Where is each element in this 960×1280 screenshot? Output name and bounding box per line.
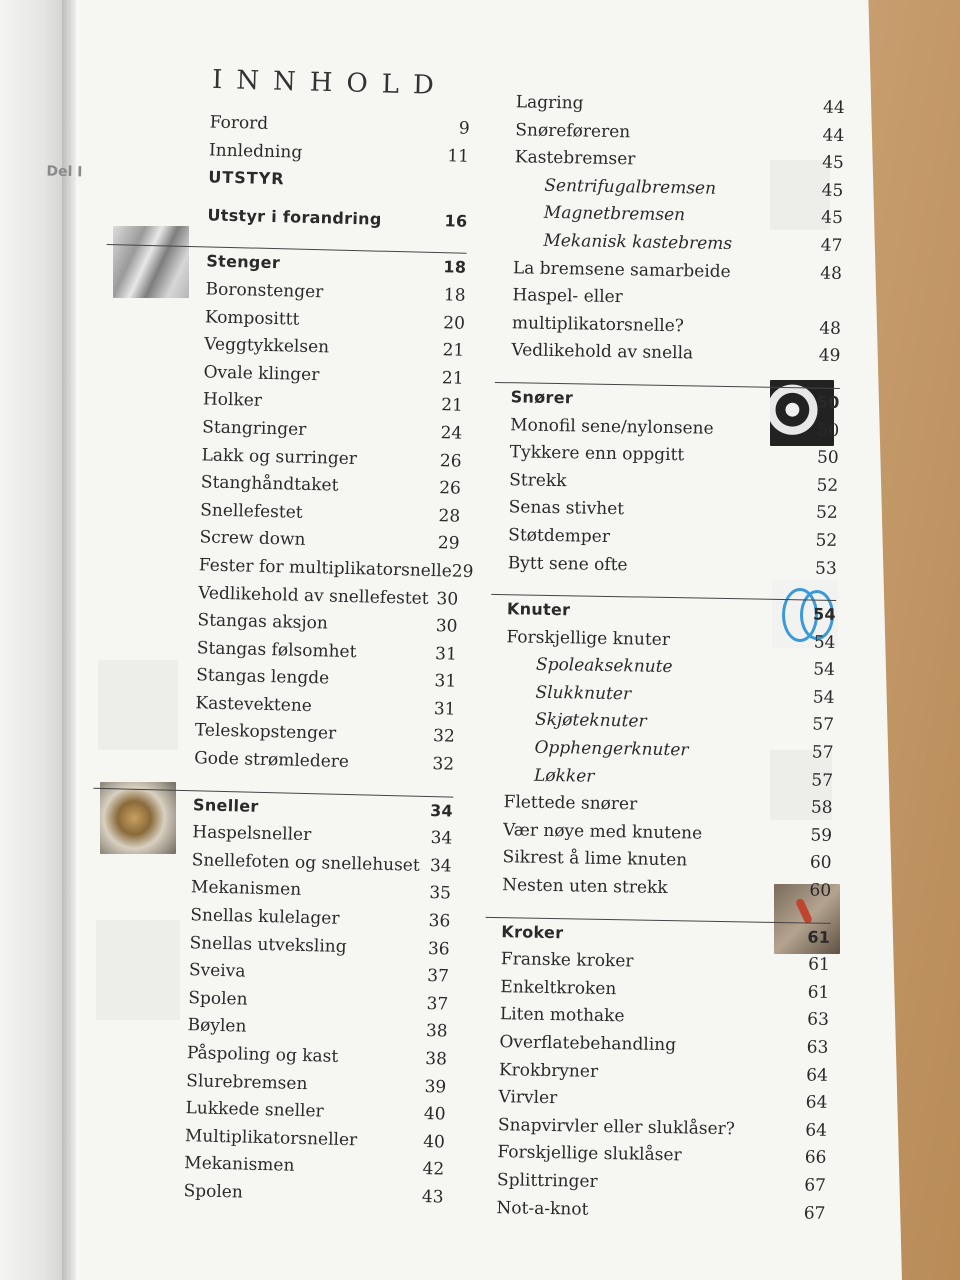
book-spine	[62, 0, 76, 1280]
toc-entry-page-number: 21	[442, 340, 465, 361]
toc-entry-label: Innledning	[208, 140, 303, 163]
toc-entry-page-number: 34	[429, 800, 454, 821]
toc-entry	[486, 875, 831, 909]
toc-entry-page-number: 24	[440, 423, 463, 444]
toc-entry-page-number: 67	[804, 1175, 827, 1196]
toc-entry-page-number: 58	[810, 797, 833, 819]
toc-entry-page-number: 11	[447, 145, 470, 167]
toc-entry-label: Spoleakseknute	[535, 654, 673, 678]
toc-entry-label: Stangas følsomhet	[196, 637, 357, 662]
toc-entry-page-number: 53	[814, 558, 837, 579]
toc-entry-label: Liten mothake	[499, 1004, 625, 1027]
toc-entry-label: Nesten uten strekk	[501, 875, 668, 899]
toc-entry-page-number: 45	[821, 208, 844, 229]
toc-entry-label: Vedlikehold av snellefestet	[197, 582, 429, 609]
toc-entry-page-number: 50	[817, 420, 840, 441]
toc-entry-page-number: 32	[432, 754, 455, 775]
toc-entry-label: Stangringer	[202, 417, 307, 440]
toc-entry-page-number: 31	[433, 698, 456, 720]
toc-entry-label: Kastevektene	[195, 693, 313, 716]
toc-entry-page-number: 60	[809, 852, 832, 874]
toc-entry-label: Komposittt	[204, 306, 300, 330]
toc-entry-page-number: 48	[820, 263, 843, 284]
toc-entry-label: Utstyr i forandring	[207, 205, 382, 229]
toc-entry-label: Stenger	[206, 251, 281, 273]
toc-entry-page-number: 54	[812, 604, 837, 625]
toc-entry-page-number: 57	[811, 770, 834, 791]
toc-entry-label: Virvler	[498, 1087, 558, 1109]
toc-entry-page-number: 64	[805, 1092, 828, 1114]
toc-entry-page-number: 16	[444, 210, 468, 231]
toc-entry-page-number: 50	[816, 392, 840, 412]
toc-entry-label: Spolen	[183, 1181, 244, 1203]
toc-entry-label: Påspoling og kast	[186, 1043, 339, 1067]
toc-entry-page-number: 61	[808, 954, 830, 976]
toc-entry-page-number: 36	[428, 911, 451, 932]
toc-entry-label: Snellefoten og snellehuset	[191, 850, 420, 876]
toc-entry-label: Slukknuter	[535, 682, 632, 705]
toc-entry-label: Teleskopstenger	[194, 720, 337, 745]
toc-entry-page-number: 37	[426, 993, 449, 1015]
toc-entry-page-number: 67	[803, 1203, 826, 1224]
toc-entry-page-number: 34	[430, 828, 453, 849]
toc-entry-page-number: 26	[439, 450, 462, 472]
toc-entry-page-number: 52	[815, 530, 838, 551]
toc-entry-label: Kroker	[501, 921, 564, 942]
toc-entry-page-number: 44	[822, 97, 845, 119]
toc-entry-page-number: 34	[429, 855, 452, 877]
toc-entry-label: Splittringer	[496, 1170, 598, 1192]
toc-entry	[491, 552, 836, 586]
toc-right-column	[480, 92, 845, 1231]
toc-entry-label: multiplikatorsnelle?	[511, 312, 685, 336]
toc-entry-label: Stangas aksjon	[197, 610, 329, 634]
toc-entry-label: Veggtykkelsen	[204, 334, 330, 358]
toc-entry-page-number: 45	[821, 152, 844, 174]
toc-entry-page-number: 54	[813, 659, 836, 681]
toc-entry-page-number: 61	[807, 982, 830, 1003]
toc-entry-label: Gode strømledere	[193, 748, 350, 773]
toc-entry-label: Snellas utveksling	[189, 932, 347, 957]
toc-entry-label: Snøreføreren	[515, 119, 631, 142]
toc-entry-page-number: 29	[437, 533, 460, 554]
toc-entry-label: Snapvirvler eller sluklåser?	[497, 1114, 736, 1140]
toc-entry-page-number: 39	[424, 1076, 447, 1098]
toc-entry-page-number: 37	[427, 966, 450, 987]
toc-entry-label: Knuter	[506, 599, 571, 620]
toc-entry-page-number: 21	[441, 367, 464, 389]
toc-entry-label: Flettede snører	[503, 792, 638, 815]
part-prefix: Del I	[46, 163, 83, 181]
toc-entry-page-number: 57	[812, 715, 835, 736]
toc-entry-page-number: 60	[809, 880, 832, 901]
toc-entry-page-number: 42	[422, 1159, 445, 1180]
toc-entry-label: Fester for multiplikatorsnelle	[198, 555, 453, 582]
toc-entry-page-number: 49	[818, 345, 841, 367]
toc-entry-page-number	[801, 305, 841, 306]
toc-entry-page-number: 52	[815, 502, 838, 524]
toc-entry-label: Senas stivhet	[508, 497, 625, 520]
toc-entry-page-number: 59	[810, 825, 833, 846]
toc-entry-label: Spolen	[188, 987, 248, 1010]
toc-entry-page-number: 50	[816, 447, 839, 469]
toc-entry-page-number: 57	[811, 742, 834, 763]
previous-page-edge	[0, 0, 70, 1280]
toc-entry-page-number: 52	[816, 475, 839, 496]
toc-entry-label: Vedlikehold av snella	[511, 340, 694, 364]
toc-entry-page-number: 64	[805, 1120, 828, 1141]
toc-entry-page-number: 30	[435, 616, 458, 637]
toc-entry-page-number: 38	[425, 1021, 448, 1042]
toc-entry-label: Tykkere enn oppgitt	[509, 442, 685, 466]
toc-entry-label: Bytt sene ofte	[507, 552, 628, 575]
toc-entry-page-number: 64	[806, 1065, 829, 1086]
toc-entry-page-number	[428, 188, 468, 189]
toc-entry-label: Strekk	[509, 469, 567, 491]
toc-entry-label: Opphengerknuter	[534, 737, 689, 761]
toc-entry-label: Sentrifugalbremsen	[544, 175, 717, 199]
toc-entry-page-number: 28	[438, 505, 461, 527]
toc-entry-label: Haspelsneller	[192, 822, 312, 846]
toc-entry-label: Vær nøye med knutene	[502, 820, 703, 844]
toc-entry-label: Stanghåndtaket	[200, 472, 339, 496]
toc-entry-label: Snører	[510, 387, 574, 408]
toc-entry-label: La bremsene samarbeide	[512, 257, 731, 282]
toc-entry-label: Holker	[202, 389, 263, 412]
toc-entry-page-number: 32	[432, 726, 456, 748]
toc-entry-page-number: 54	[813, 632, 836, 653]
toc-entry-label: Mekanismen	[184, 1153, 295, 1177]
toc-entry-label: Monofil sene/nylonsene	[510, 414, 714, 439]
toc-entry-label: Sikrest å lime knuten	[502, 847, 688, 871]
toc-entry-label: Lukkede sneller	[185, 1098, 324, 1122]
toc-entry-label: Mekanisk kastebrems	[543, 230, 733, 255]
toc-entry-label: Screw down	[199, 527, 306, 551]
toc-entry	[107, 203, 468, 239]
toc-entry-page-number: 63	[806, 1037, 829, 1058]
toc-entry-label: Snellas kulelager	[190, 905, 340, 929]
toc-entry-page-number: 18	[443, 285, 466, 306]
toc-entry-page-number: 48	[819, 318, 842, 339]
toc-entry-label: Slurebremsen	[186, 1070, 308, 1094]
toc-entry-label: Overflatebehandling	[499, 1032, 677, 1056]
toc-entry-label: Forord	[209, 112, 269, 134]
toc-entry-label: Lakk og surringer	[201, 444, 358, 469]
toc-entry-label: Boronstenger	[205, 279, 324, 303]
toc-entry-page-number: 31	[434, 643, 458, 665]
toc-entry-label: Støtdemper	[508, 525, 611, 547]
toc-entry-page-number: 66	[804, 1147, 827, 1169]
toc-left-column	[46, 110, 474, 1215]
toc-entry-page-number: 47	[820, 235, 843, 256]
toc-entry-page-number: 40	[423, 1131, 446, 1153]
toc-entry-label: Not-a-knot	[496, 1197, 589, 1220]
toc-entry-page-number: 18	[443, 257, 467, 278]
toc-entry-label: Franske kroker	[500, 949, 634, 972]
toc-entry-label: UTSTYR	[208, 167, 285, 189]
toc-entry-page-number: 31	[434, 671, 457, 692]
toc-entry-label: Ovale klinger	[203, 362, 320, 385]
toc-entry-label: Skjøteknuter	[534, 710, 647, 733]
toc-entry-label: Forskjellige knuter	[506, 626, 671, 650]
toc-entry-page-number: 29	[451, 561, 474, 582]
toc-entry-label: Multiplikatorsneller	[184, 1125, 358, 1151]
toc-entry-label: Sveiva	[188, 960, 246, 982]
toc-entry-label: Løkker	[533, 765, 595, 787]
toc-entry-page-number: 35	[429, 883, 452, 904]
toc-entry-label: Bøylen	[187, 1015, 247, 1038]
toc-entry-page-number: 54	[812, 687, 835, 708]
toc-entry-page-number: 36	[427, 938, 450, 960]
toc-entry-label: Lagring	[515, 92, 584, 114]
toc-entry-page-number: 9	[458, 118, 470, 139]
toc-entry-page-number: 61	[807, 927, 831, 947]
toc-entry	[495, 340, 840, 374]
toc-entry-label: Forskjellige sluklåser	[497, 1142, 682, 1166]
toc-entry-label: Snellefestet	[200, 500, 303, 523]
toc-entry-label: Enkeltkroken	[500, 976, 617, 999]
toc-entry-label: Mekanismen	[190, 877, 302, 901]
toc-entry-page-number: 30	[436, 588, 459, 610]
toc-entry-page-number: 20	[443, 312, 466, 334]
page-title: INNHOLD	[211, 64, 449, 102]
toc-entry-label: Krokbryner	[498, 1059, 599, 1082]
toc-entry-page-number: 40	[423, 1104, 446, 1125]
toc-entry-label: Stangas lengde	[195, 665, 330, 689]
toc-entry-label: Sneller	[192, 794, 259, 816]
toc-entry-label: Kastebremser	[514, 147, 636, 170]
toc-entry-page-number: 43	[421, 1186, 444, 1208]
toc-entry-label: Magnetbremsen	[543, 203, 686, 226]
toc-entry-page-number: 44	[822, 125, 845, 146]
toc-entry-page-number: 21	[440, 395, 464, 417]
toc-entry-page-number: 38	[425, 1048, 448, 1070]
toc-entry-page-number: 45	[821, 180, 844, 201]
toc-entry-label: Haspel- eller	[512, 285, 623, 308]
toc-entry-page-number: 26	[438, 478, 462, 499]
toc-entry-page-number: 63	[807, 1009, 830, 1031]
